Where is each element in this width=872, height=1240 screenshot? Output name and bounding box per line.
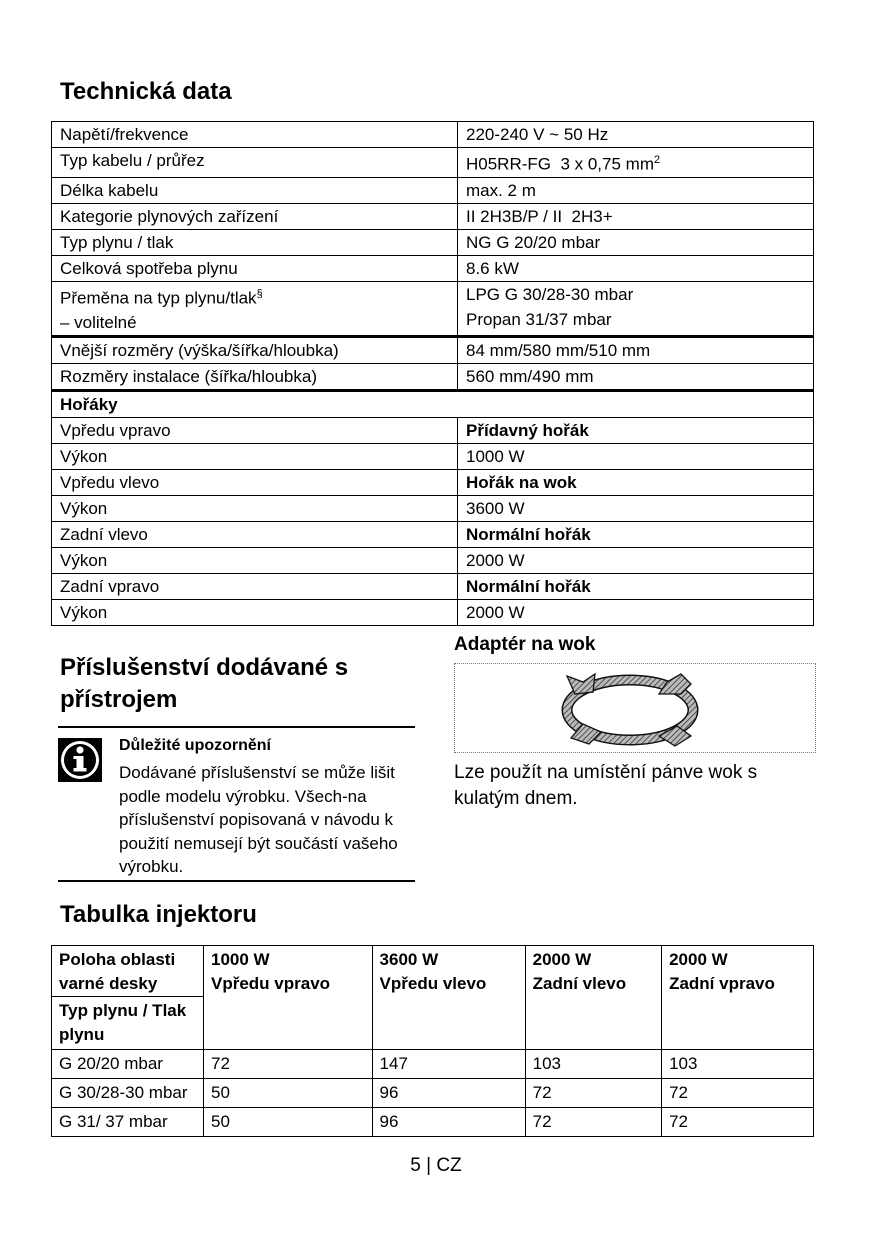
table-row <box>52 470 814 496</box>
burner-value: 1000 W <box>458 444 814 470</box>
corner-header <box>52 946 204 1050</box>
injector-value: 96 <box>372 1108 525 1137</box>
table-row <box>52 391 814 418</box>
column-position: Vpředu vlevo <box>379 974 487 993</box>
column-power: 3600 W <box>379 950 439 969</box>
column-header <box>372 946 525 1050</box>
corner-top: Poloha oblasti varné desky <box>52 946 203 997</box>
gas-type: G 30/28-30 mbar <box>52 1079 204 1108</box>
table-row <box>52 522 814 548</box>
language-code: CZ <box>436 1155 462 1176</box>
table-row <box>52 496 814 522</box>
gas-type: G 20/20 mbar <box>52 1050 204 1079</box>
injector-value: 72 <box>662 1079 814 1108</box>
table-row <box>52 177 814 203</box>
table-row <box>52 1108 814 1137</box>
note-text: Dodávané příslušenství se může lišit podle modelu výrobku. Všech-na příslušenství popisovaná v návodu k použití nemusejí být součástí vašeho výrobku. <box>119 763 398 876</box>
spec-label: Délka kabelu <box>52 177 458 203</box>
injector-value: 103 <box>525 1050 661 1079</box>
table-row <box>52 418 814 444</box>
injector-value: 50 <box>204 1079 373 1108</box>
column-power: 2000 W <box>669 950 728 969</box>
spec-value <box>458 281 814 337</box>
column-position: Vpředu vpravo <box>211 974 331 993</box>
injector-value: 72 <box>662 1108 814 1137</box>
spec-label: Rozměry instalace (šířka/hloubka) <box>52 364 458 391</box>
info-icon <box>58 738 102 782</box>
injector-table <box>51 945 814 1137</box>
table-header-row <box>52 946 814 1050</box>
table-row <box>52 1050 814 1079</box>
injector-heading: Tabulka injektoru <box>60 901 257 928</box>
burner-label: Zadní vlevo <box>52 522 458 548</box>
gas-type: G 31/ 37 mbar <box>52 1108 204 1137</box>
table-row <box>52 122 814 148</box>
burner-value: Hořák na wok <box>458 470 814 496</box>
column-header <box>525 946 661 1050</box>
superscript: 2 <box>654 154 661 166</box>
spec-label: Napětí/frekvence <box>52 122 458 148</box>
table-row <box>52 1079 814 1108</box>
table-row <box>52 148 814 178</box>
divider <box>58 880 415 882</box>
page-number: 5 <box>410 1155 421 1176</box>
wok-adapter-image <box>454 663 816 753</box>
burner-value: 3600 W <box>458 496 814 522</box>
spec-value: max. 2 m <box>458 177 814 203</box>
accessories-heading: Příslušenství dodávané s přístrojem <box>60 654 349 713</box>
injector-value: 147 <box>372 1050 525 1079</box>
column-power: 1000 W <box>211 950 270 969</box>
wok-adapter-title: Adaptér na wok <box>454 634 596 655</box>
spec-value: NG G 20/20 mbar <box>458 229 814 255</box>
conversion-label: Přeměna na typ plynu/tlak <box>60 288 257 308</box>
technical-data-table <box>51 121 814 626</box>
injector-value: 72 <box>204 1050 373 1079</box>
page-footer <box>0 1155 872 1177</box>
spec-value <box>458 148 814 178</box>
table-row <box>52 444 814 470</box>
injector-value: 96 <box>372 1079 525 1108</box>
spec-value: 560 mm/490 mm <box>458 364 814 391</box>
wok-adapter-caption: Lze použít na umístění pánve wok s kulatým dnem. <box>454 762 758 809</box>
column-header <box>662 946 814 1050</box>
spec-label: Typ kabelu / průřez <box>52 148 458 178</box>
spec-label: Kategorie plynových zařízení <box>52 203 458 229</box>
spec-label: Vnější rozměry (výška/šířka/hloubka) <box>52 337 458 364</box>
injector-value: 103 <box>662 1050 814 1079</box>
conversion-label-optional: – volitelné <box>60 313 137 333</box>
note-title: Důležité upozornění <box>119 737 271 754</box>
spec-label: Celková spotřeba plynu <box>52 255 458 281</box>
table-row <box>52 281 814 337</box>
burners-header: Hořáky <box>52 391 814 418</box>
corner-bottom: Typ plynu / Tlak plynu <box>59 1001 187 1044</box>
cable-value: H05RR-FG 3 x 0,75 mm <box>466 154 654 174</box>
spec-value: II 2H3B/P / II 2H3+ <box>458 203 814 229</box>
burner-label: Vpředu vpravo <box>52 418 458 444</box>
burner-label: Vpředu vlevo <box>52 470 458 496</box>
divider <box>58 726 415 728</box>
column-header <box>204 946 373 1050</box>
conversion-value-lpg: LPG G 30/28-30 mbar <box>466 284 634 304</box>
conversion-value-propane: Propan 31/37 mbar <box>466 309 612 329</box>
table-row <box>52 337 814 364</box>
burner-value: 2000 W <box>458 548 814 574</box>
spec-value: 8.6 kW <box>458 255 814 281</box>
table-row <box>52 229 814 255</box>
burner-label: Výkon <box>52 444 458 470</box>
spec-label <box>52 281 458 337</box>
burner-label: Zadní vpravo <box>52 574 458 600</box>
superscript: § <box>256 287 263 300</box>
injector-value: 50 <box>204 1108 373 1137</box>
table-row <box>52 600 814 626</box>
injector-value: 72 <box>525 1108 661 1137</box>
column-position: Zadní vpravo <box>669 974 775 993</box>
wok-ring-icon <box>455 664 815 752</box>
burner-value: Přídavný hořák <box>458 418 814 444</box>
table-row <box>52 203 814 229</box>
table-row <box>52 255 814 281</box>
burner-label: Výkon <box>52 600 458 626</box>
table-row <box>52 548 814 574</box>
spec-value: 220-240 V ~ 50 Hz <box>458 122 814 148</box>
burner-label: Výkon <box>52 496 458 522</box>
burner-label: Výkon <box>52 548 458 574</box>
footer-separator: | <box>426 1155 432 1176</box>
burner-value: Normální hořák <box>458 522 814 548</box>
burner-value: Normální hořák <box>458 574 814 600</box>
injector-value: 72 <box>525 1079 661 1108</box>
burner-value: 2000 W <box>458 600 814 626</box>
table-row <box>52 364 814 391</box>
column-power: 2000 W <box>532 950 592 969</box>
spec-label: Typ plynu / tlak <box>52 229 458 255</box>
technical-data-heading: Technická data <box>60 78 232 105</box>
table-row <box>52 574 814 600</box>
spec-value: 84 mm/580 mm/510 mm <box>458 337 814 364</box>
column-position: Zadní vlevo <box>532 974 627 993</box>
